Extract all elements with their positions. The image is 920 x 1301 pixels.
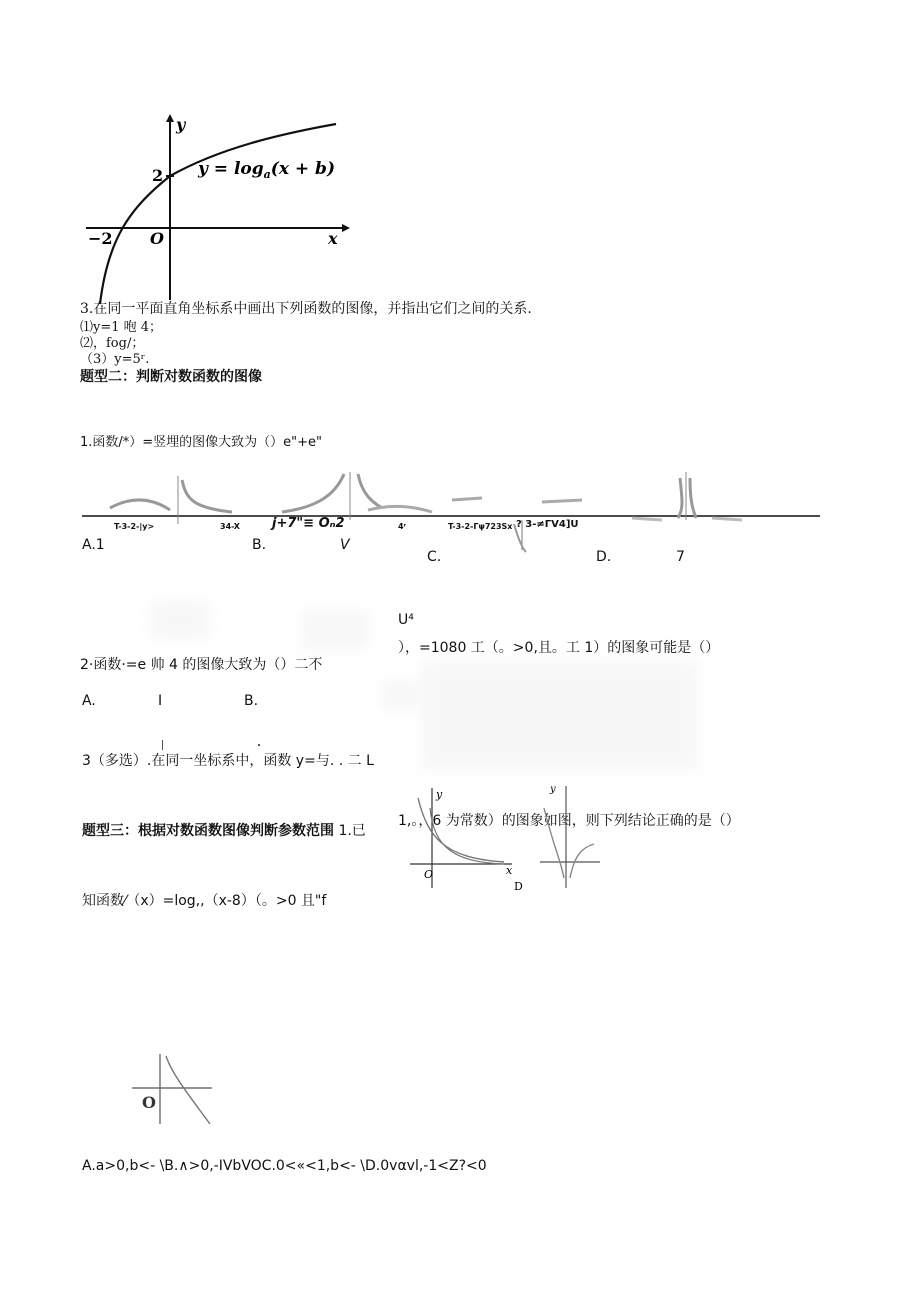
section3-second-line: 知函数⁄（x）=log,,（x-8）（。>0 且"f (82, 893, 327, 909)
s2q1-text: 1.函数/*）=竖埋的图像大致为（）e"+e" (80, 435, 323, 450)
s2q2-text: 2·函数·=e 帅 4 的图像大致为（）二不 (80, 657, 323, 673)
q3-item-3: （3）y=5ʳ. (80, 352, 150, 367)
graph-label-6: ? 3-≠ΓV4]U (516, 519, 579, 530)
graph-label-3: j+7"≡ Oₙ2 (272, 516, 345, 531)
log-function-graph (80, 108, 350, 308)
graph-label-2: 34-X (220, 522, 240, 531)
g1-y-label: y (436, 788, 443, 801)
s2q2-right-text: ），=1080 工（。>0,且。工 1）的图象可能是（） (398, 640, 720, 656)
s2q2-option-a: A. (82, 693, 96, 709)
section3-line (82, 820, 366, 840)
section3-tail: 1.已 (334, 823, 366, 839)
x-intercept-label: −2 (88, 229, 113, 248)
option-graphs (82, 468, 822, 558)
option-c: C. (427, 549, 442, 565)
option-d: D. (596, 549, 612, 565)
option-b-mark: V (340, 537, 350, 553)
answer-graph (132, 1054, 214, 1126)
answer-origin: O (142, 1093, 156, 1112)
g2-y-label: y (550, 784, 556, 795)
x-axis-label: x (328, 229, 338, 248)
dot-mark (258, 744, 260, 746)
g1-x-label: x (506, 864, 513, 877)
q3-text: 3.在同一平面直角坐标系中画出下列函数的图像，并指出它们之间的关系. (80, 301, 532, 317)
origin-label: O (150, 229, 164, 248)
q3-item-2: ⑵，fog/； (80, 336, 145, 351)
g1-origin: O (424, 868, 434, 881)
g1-d-label: D (514, 880, 523, 890)
section2-title: 题型二：判断对数函数的图像 (80, 369, 262, 385)
graph-label-4: 4ʳ (398, 522, 407, 531)
section3-right-text: 1,。，6 为常数）的图象如图，则下列结论正确的是（） (398, 813, 740, 829)
s2q2-option-b: B. (244, 693, 259, 709)
curve-equation: $y = \log_a(x + b)$ (198, 159, 335, 181)
q3-item-1: ⑴y=1 咆 4； (80, 320, 163, 335)
option-a: A.1 (82, 537, 105, 553)
s2q3-text: 3（多选）.在同一坐标系中，函数 y=与. . 二 L (82, 753, 374, 769)
graph-label-1: T-3-2-|y> (114, 522, 155, 531)
s2q2-right-top: U⁴ (398, 612, 414, 628)
y-intercept-label: 2 (152, 166, 164, 185)
answer-options: A.a>0,b<- \B.∧>0,-IVbVOC.0<«<1,b<- \D.0vαvl,-1<Z?<0 (82, 1158, 487, 1174)
option-d-mark: 7 (676, 549, 685, 565)
graph-label-5: T-3-2-Γψ723Sx (448, 522, 513, 531)
section3-graphs (404, 778, 604, 890)
s2q2-option-a-mark: I (158, 693, 163, 709)
section3-title: 题型三：根据对数函数图像判断参数范围 (82, 823, 334, 839)
tick-mark (162, 740, 163, 750)
y-axis-label: y (176, 115, 186, 134)
option-b: B. (252, 537, 267, 553)
